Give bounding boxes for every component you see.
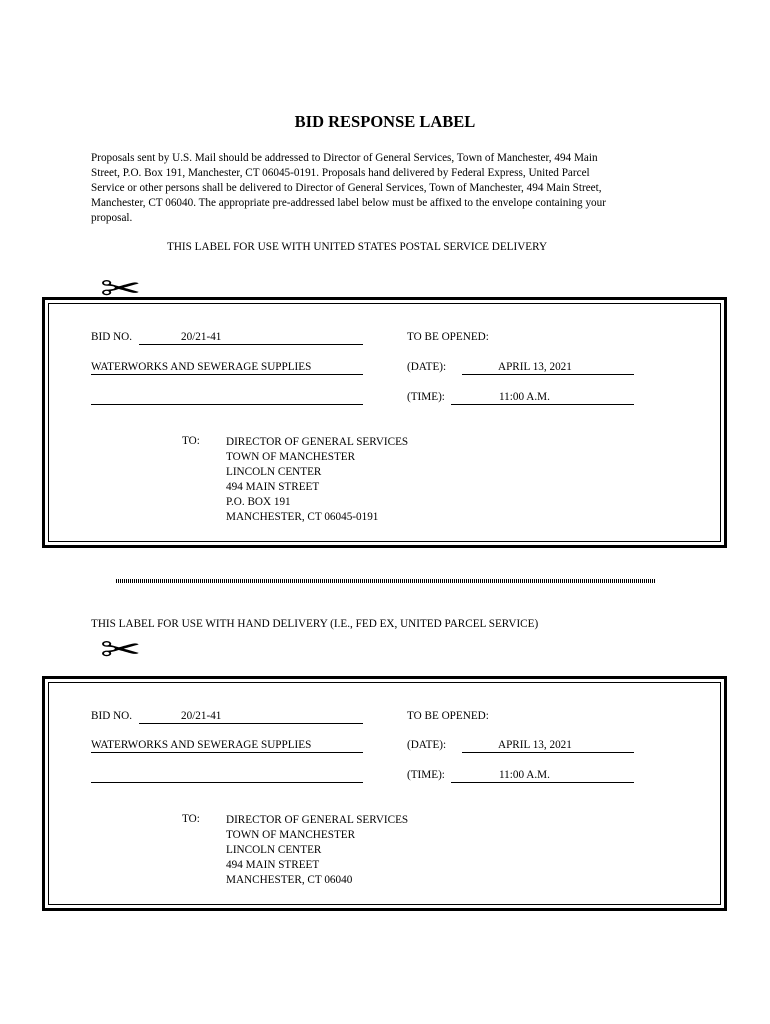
bid-no-label: BID NO. [91,331,133,343]
date-underline [462,374,634,375]
scissors-icon: ✂ [100,269,142,309]
date-label: (DATE): [407,361,447,373]
address-line: DIRECTOR OF GENERAL SERVICES [226,814,409,826]
date-label: (DATE): [407,739,447,751]
postal-label-caption: THIS LABEL FOR USE WITH UNITED STATES POSTAL SERVICE DELIVERY [167,241,548,253]
page-title: BID RESPONSE LABEL [294,112,476,131]
intro-paragraph [91,151,691,226]
address-line: MANCHESTER, CT 06040 [226,873,353,886]
to-label: TO: [182,435,200,447]
bid-title: WATERWORKS AND SEWERAGE SUPPLIES [91,739,312,751]
bid-no-value: 20/21-41 [181,331,222,343]
postal-address-block [226,435,408,524]
time-underline [451,782,634,783]
intro-line: Street, P.O. Box 191, Manchester, CT 06045-0191. Proposals hand delivered by Federal Express, United Parcel [91,166,590,179]
address-line: P.O. BOX 191 [226,495,291,508]
time-value: 11:00 A.M. [499,769,550,781]
dotted-cut-line [116,579,656,583]
intro-line: Proposals sent by U.S. Mail should be addressed to Director of General Services, Town of Manchester, 494 Main [91,152,598,164]
intro-line: Service or other persons shall be delivered to Director of General Services, Town of Manchester, 494 Main Street, [91,181,602,194]
to-be-opened-label: TO BE OPENED: [407,710,489,722]
blank-underline [91,782,363,783]
scissors-icon: ✂ [100,630,142,670]
date-value: APRIL 13, 2021 [498,361,572,373]
date-value: APRIL 13, 2021 [498,739,572,751]
address-line: LINCOLN CENTER [226,843,322,856]
bid-no-value: 20/21-41 [181,710,222,722]
hand-address-block [226,813,408,888]
bid-title: WATERWORKS AND SEWERAGE SUPPLIES [91,361,312,373]
bid-no-underline [139,344,363,345]
address-line: 494 MAIN STREET [226,480,320,493]
to-be-opened-label: TO BE OPENED: [407,331,489,343]
time-underline [451,404,634,405]
address-line: MANCHESTER, CT 06045-0191 [226,510,379,523]
bid-no-label: BID NO. [91,710,133,722]
bid-title-underline [91,752,363,753]
address-line: TOWN OF MANCHESTER [226,828,356,841]
bid-no-underline [139,723,363,724]
address-line: 494 MAIN STREET [226,858,320,871]
to-label: TO: [182,813,200,825]
date-underline [462,752,634,753]
intro-line: proposal. [91,211,133,224]
hand-label-caption: THIS LABEL FOR USE WITH HAND DELIVERY (I.E., FED EX, UNITED PARCEL SERVICE) [91,618,539,630]
time-label: (TIME): [407,391,445,403]
blank-underline [91,404,363,405]
address-line: LINCOLN CENTER [226,465,322,478]
time-label: (TIME): [407,769,445,781]
bid-title-underline [91,374,363,375]
time-value: 11:00 A.M. [499,391,550,403]
address-line: DIRECTOR OF GENERAL SERVICES [226,436,409,448]
intro-line: Manchester, CT 06040. The appropriate pre-addressed label below must be affixed to the envelope containing your [91,196,606,209]
address-line: TOWN OF MANCHESTER [226,450,356,463]
